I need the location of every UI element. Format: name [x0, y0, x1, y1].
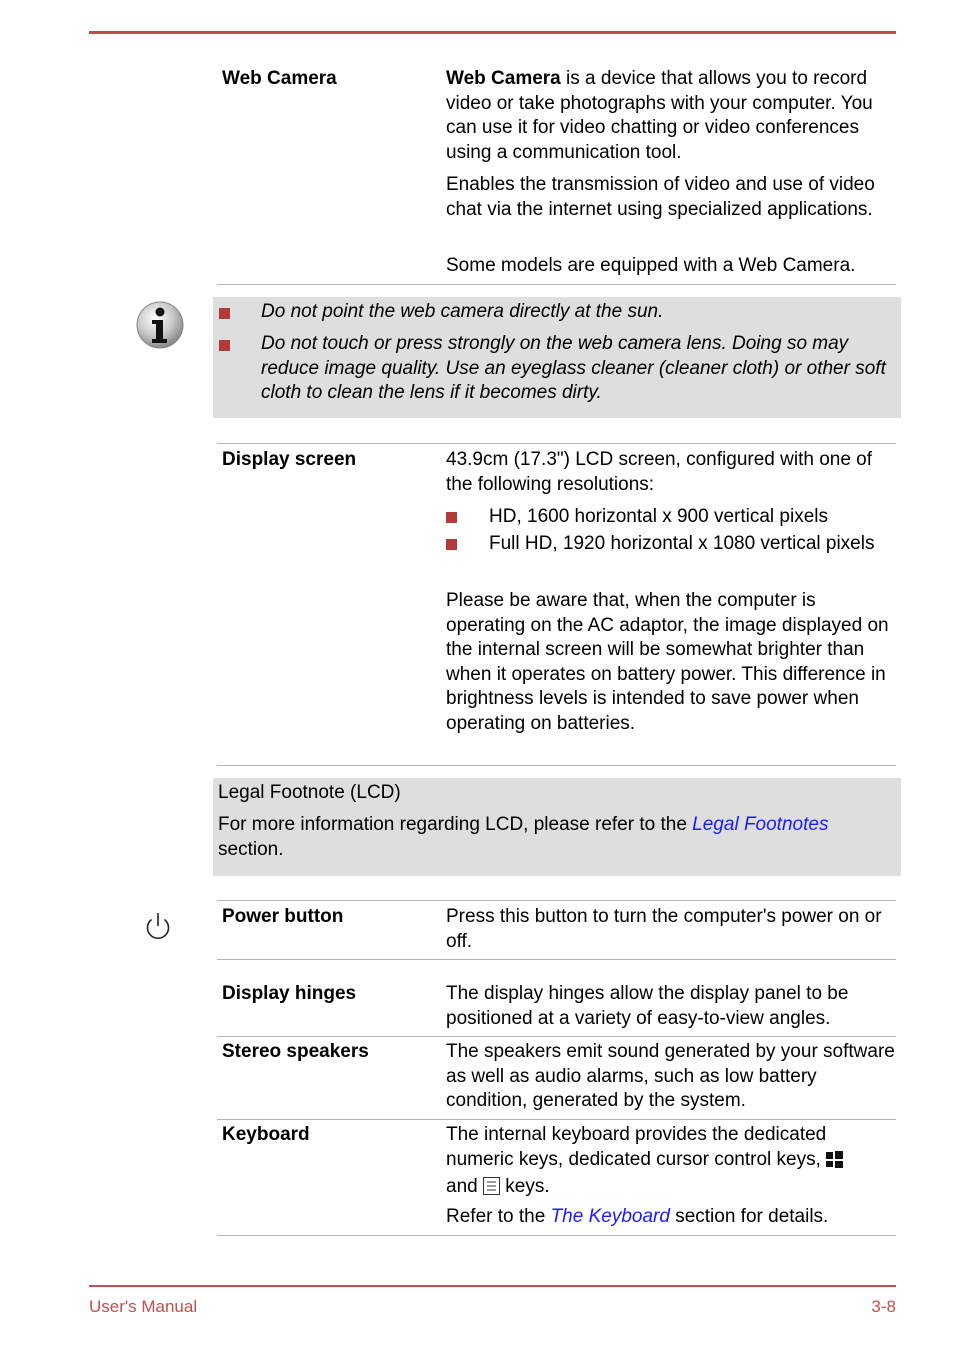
divider	[217, 1036, 896, 1037]
menu-key-icon	[483, 1177, 500, 1203]
header-rule	[89, 31, 896, 34]
divider	[217, 765, 896, 766]
windows-key-icon	[826, 1151, 843, 1176]
bullet-square	[219, 308, 230, 319]
divider	[217, 900, 896, 901]
divider	[217, 284, 896, 285]
legal-footnote-box	[213, 778, 901, 876]
note-box	[213, 297, 901, 418]
display-screen-label: Display screen	[222, 449, 357, 470]
web-camera-text: is a device that allows you to record video or take photographs with your computer. You can use it for video chatting or video conferences using a communication tool.	[446, 68, 873, 163]
web-camera-description	[446, 67, 896, 276]
note-text: Do not touch or press strongly on the web camera lens. Doing so may reduce image quality. Use an eyeglass cleaner (cleaner cloth) or other soft cloth to clean the lens if it becomes dirty.	[261, 333, 886, 403]
footer-title: User's Manual	[89, 1297, 198, 1316]
legal-text-after: section.	[218, 838, 284, 860]
web-camera-label: Web Camera	[222, 68, 337, 89]
keyboard-label: Keyboard	[222, 1124, 310, 1145]
legal-footnote-text	[218, 813, 888, 862]
power-button-description: Press this button to turn the computer's power on or off.	[446, 906, 882, 952]
divider	[217, 443, 896, 444]
resolution-text: Full HD, 1920 horizontal x 1080 vertical pixels	[489, 533, 875, 554]
the-keyboard-link[interactable]: The Keyboard	[550, 1206, 670, 1227]
footer-rule	[89, 1285, 896, 1287]
resolution-text: HD, 1600 horizontal x 900 vertical pixels	[489, 506, 829, 527]
power-button-label: Power button	[222, 906, 344, 927]
keyboard-and: and	[446, 1176, 478, 1197]
divider	[217, 1235, 896, 1236]
note-text: Do not point the web camera directly at the sun.	[261, 301, 664, 322]
keyboard-description	[446, 1123, 896, 1227]
web-camera-para-3: Some models are equipped with a Web Camera.	[446, 255, 856, 276]
power-icon	[143, 910, 173, 942]
page-number: 3-8	[871, 1297, 896, 1316]
keyboard-refer	[446, 1205, 896, 1230]
stereo-speakers-description: The speakers emit sound generated by your software as well as audio alarms, such as low battery condition, generated by the system.	[446, 1041, 895, 1111]
refer-text-after: section for details.	[669, 1206, 829, 1227]
stereo-speakers-label: Stereo speakers	[222, 1041, 369, 1062]
bullet-square	[219, 340, 230, 351]
legal-footnote-title: Legal Footnote (LCD)	[218, 782, 401, 803]
web-camera-para-2: Enables the transmission of video and use of video chat via the internet using specialized applications.	[446, 174, 875, 220]
display-screen-description	[446, 448, 896, 734]
divider	[217, 959, 896, 960]
legal-footnotes-link[interactable]: Legal Footnotes	[692, 814, 829, 835]
keyboard-text: The internal keyboard provides the dedicated numeric keys, dedicated cursor control keys,	[446, 1124, 827, 1170]
keyboard-keys: keys.	[505, 1176, 550, 1197]
web-camera-bold: Web Camera	[446, 68, 561, 89]
display-screen-para: Please be aware that, when the computer is operating on the AC adaptor, the image displayed on the internal screen will be somewhat brighter than when it operates on battery power. This difference in brightness levels is intended to save power when operating on batteries.	[446, 590, 889, 734]
divider	[217, 1119, 896, 1120]
legal-text-before: For more information regarding LCD, please refer to the	[218, 814, 693, 835]
display-hinges-description: The display hinges allow the display panel to be positioned at a variety of easy-to-view angles.	[446, 983, 849, 1029]
display-hinges-label: Display hinges	[222, 983, 357, 1004]
bullet-square	[446, 512, 457, 523]
info-icon	[136, 301, 186, 351]
refer-text-before: Refer to the	[446, 1206, 551, 1227]
bullet-square	[446, 539, 457, 550]
display-screen-intro: 43.9cm (17.3") LCD screen, configured with one of the following resolutions:	[446, 449, 873, 495]
